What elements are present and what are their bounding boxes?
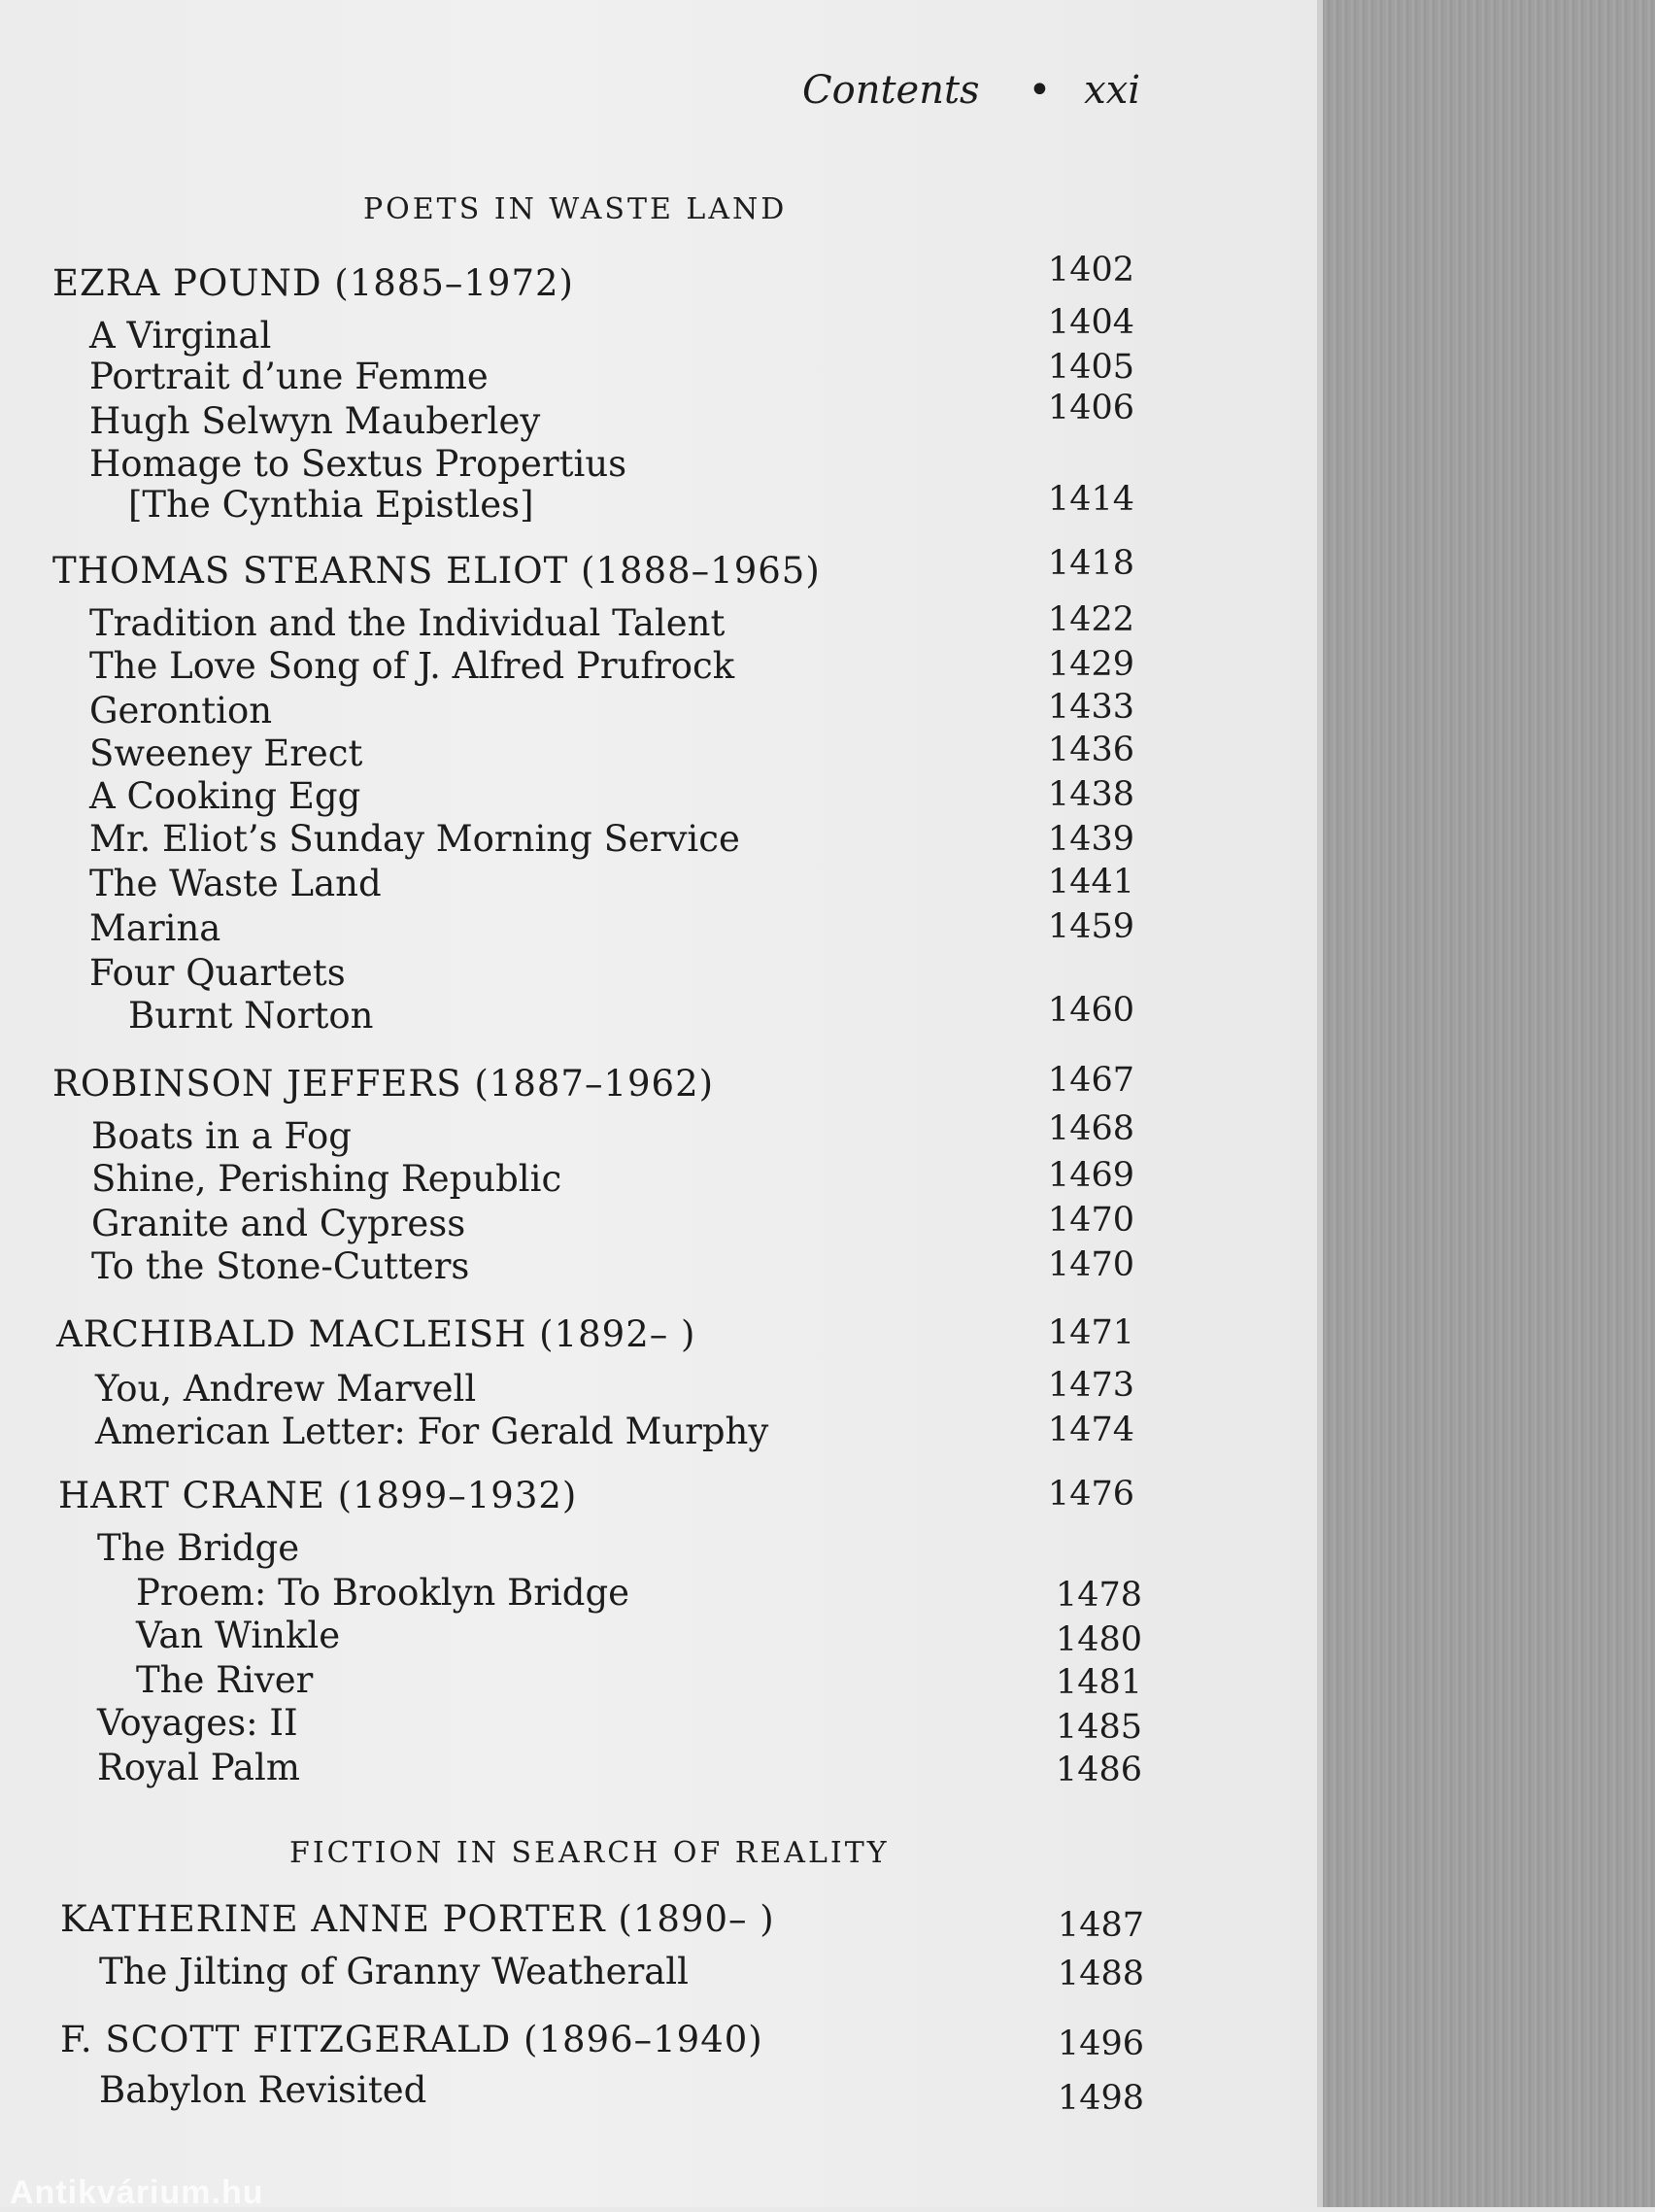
toc-work: Mr. Eliot’s Sunday Morning Service xyxy=(89,818,740,860)
toc-page-number: 1485 xyxy=(1055,1708,1142,1747)
toc-page-number: 1496 xyxy=(1057,2025,1144,2063)
toc-author: ARCHIBALD MACLEISH (1892– ) xyxy=(56,1313,696,1355)
toc-page-number: 1470 xyxy=(1047,1245,1134,1284)
toc-page-number: 1436 xyxy=(1047,731,1134,769)
toc-page-number: 1467 xyxy=(1047,1061,1134,1100)
toc-work: Hugh Selwyn Mauberley xyxy=(89,400,541,442)
header-title: Contents xyxy=(802,68,980,113)
toc-work: Sweeney Erect xyxy=(89,732,363,774)
toc-work: Burnt Norton xyxy=(128,995,374,1037)
running-header xyxy=(802,68,1140,113)
toc-page-number: 1404 xyxy=(1047,303,1134,342)
toc-work: The Jilting of Granny Weatherall xyxy=(99,1951,689,1992)
toc-page-number: 1498 xyxy=(1057,2079,1144,2118)
toc-page-number: 1488 xyxy=(1057,1955,1144,1993)
background-surface xyxy=(1323,0,1655,2207)
toc-page-number: 1422 xyxy=(1047,600,1134,639)
watermark: Antikvárium.hu xyxy=(10,2174,264,2211)
toc-work: American Letter: For Gerald Murphy xyxy=(95,1411,769,1452)
toc-author: EZRA POUND (1885–1972) xyxy=(52,262,574,304)
toc-page-number: 1414 xyxy=(1047,480,1134,519)
toc-page-number: 1486 xyxy=(1055,1751,1142,1789)
toc-work: A Cooking Egg xyxy=(89,775,361,817)
toc-work: You, Andrew Marvell xyxy=(95,1368,477,1410)
toc-work: Granite and Cypress xyxy=(91,1203,466,1244)
toc-page-number: 1478 xyxy=(1055,1576,1142,1615)
section-title: FICTION IN SEARCH OF REALITY xyxy=(289,1836,890,1870)
toc-work: Homage to Sextus Propertius xyxy=(89,443,627,485)
toc-work: To the Stone-Cutters xyxy=(91,1245,470,1287)
toc-author: ROBINSON JEFFERS (1887–1962) xyxy=(52,1063,715,1105)
header-separator: • xyxy=(1028,68,1052,113)
toc-page-number: 1487 xyxy=(1057,1906,1144,1945)
toc-page-number: 1406 xyxy=(1047,389,1134,427)
toc-page-number: 1480 xyxy=(1055,1620,1142,1659)
toc-work: Babylon Revisited xyxy=(99,2069,427,2111)
toc-page-number: 1460 xyxy=(1047,991,1134,1030)
toc-work: Van Winkle xyxy=(136,1615,341,1656)
toc-work: Voyages: II xyxy=(97,1702,298,1744)
toc-page-number: 1471 xyxy=(1047,1313,1134,1352)
toc-page-number: 1459 xyxy=(1047,907,1134,946)
toc-author: HART CRANE (1899–1932) xyxy=(58,1475,578,1516)
toc-page-number: 1439 xyxy=(1047,820,1134,859)
toc-work: The River xyxy=(136,1659,314,1701)
toc-page-number: 1469 xyxy=(1047,1156,1134,1195)
toc-work: Shine, Perishing Republic xyxy=(91,1158,562,1200)
toc-page-number: 1402 xyxy=(1047,251,1134,289)
toc-page-number: 1468 xyxy=(1047,1109,1134,1148)
toc-author: F. SCOTT FITZGERALD (1896–1940) xyxy=(60,2019,763,2060)
header-page-numeral: xxi xyxy=(1084,68,1141,113)
toc-author: THOMAS STEARNS ELIOT (1888–1965) xyxy=(52,550,821,592)
toc-page-number: 1418 xyxy=(1047,544,1134,583)
toc-work: Marina xyxy=(89,907,221,949)
toc-work: The Love Song of J. Alfred Prufrock xyxy=(89,645,735,687)
toc-work: Four Quartets xyxy=(89,952,346,994)
toc-work: The Waste Land xyxy=(89,863,382,904)
toc-page-number: 1405 xyxy=(1047,348,1134,387)
toc-work: Boats in a Fog xyxy=(91,1115,352,1157)
toc-work: Portrait d’une Femme xyxy=(89,356,489,397)
toc-page-number: 1481 xyxy=(1055,1663,1142,1702)
toc-work: Tradition and the Individual Talent xyxy=(89,602,726,644)
section-title: POETS IN WASTE LAND xyxy=(363,192,788,226)
toc-work: Royal Palm xyxy=(97,1747,300,1788)
toc-page-number: 1476 xyxy=(1047,1475,1134,1514)
toc-author: KATHERINE ANNE PORTER (1890– ) xyxy=(60,1898,775,1940)
toc-work: A Virginal xyxy=(89,315,272,357)
toc-work: Proem: To Brooklyn Bridge xyxy=(136,1572,630,1614)
toc-work: The Bridge xyxy=(97,1527,300,1569)
toc-page-number: 1429 xyxy=(1047,645,1134,684)
toc-page-number: 1474 xyxy=(1047,1411,1134,1449)
toc-work: Gerontion xyxy=(89,690,273,732)
toc-page-number: 1470 xyxy=(1047,1201,1134,1240)
toc-page-number: 1433 xyxy=(1047,688,1134,727)
toc-page-number: 1438 xyxy=(1047,775,1134,814)
toc-work: [The Cynthia Epistles] xyxy=(128,484,534,526)
toc-page-number: 1473 xyxy=(1047,1366,1134,1405)
toc-page-number: 1441 xyxy=(1047,863,1134,902)
